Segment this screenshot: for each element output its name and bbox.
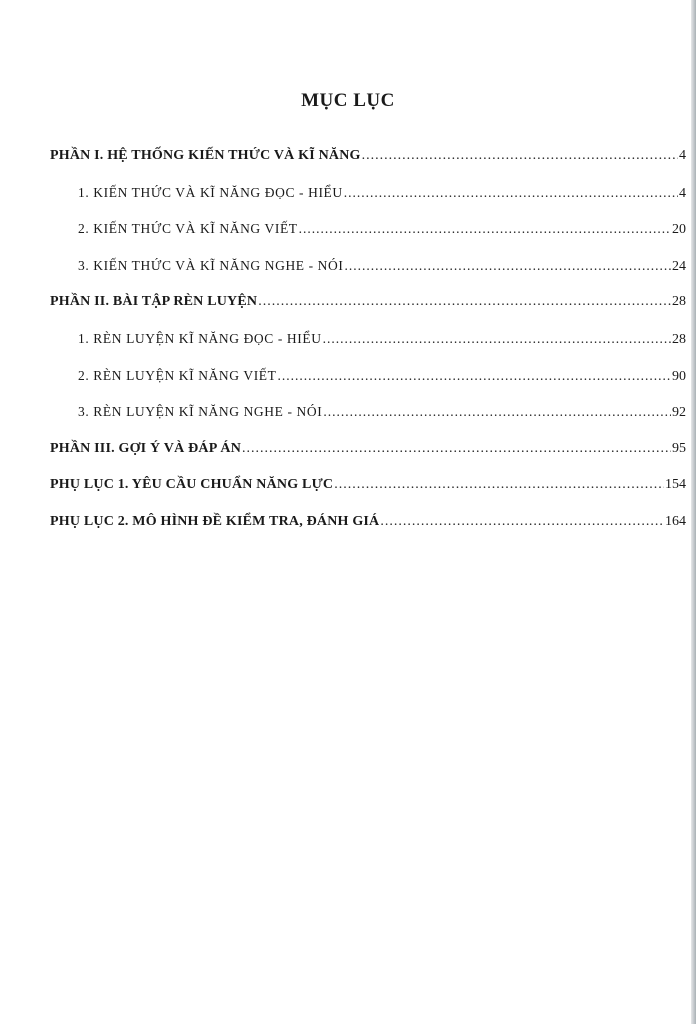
toc-entry-part-2	[50, 288, 686, 316]
toc-entry-label: PHẦN III. GỢI Ý VÀ ĐÁP ÁN	[50, 440, 242, 456]
toc-entry-part-1	[50, 142, 686, 170]
toc-entry-label: 2. RÈN LUYỆN KĨ NĂNG VIẾT	[78, 367, 277, 383]
toc-entry-label: PHẦN I. HỆ THỐNG KIẾN THỨC VÀ KĨ NĂNG	[50, 148, 361, 163]
dot-leader	[344, 252, 671, 280]
toc-entry-page: 4	[679, 148, 686, 163]
toc-entry-label: 3. RÈN LUYỆN KĨ NĂNG NGHE - NÓI	[78, 404, 323, 420]
toc-entry-page: 90	[672, 368, 686, 384]
toc-entry-page: 164	[665, 513, 686, 529]
toc-entry-1-2	[50, 215, 686, 243]
toc-entry-page: 24	[672, 258, 686, 274]
dot-leader	[242, 435, 671, 463]
toc-entry-page: 92	[672, 405, 686, 421]
toc-entry-2-3	[50, 398, 686, 426]
toc-entry-part-3	[50, 435, 686, 463]
dot-leader	[362, 142, 678, 170]
toc-entry-2-2	[50, 362, 686, 390]
dot-leader	[380, 508, 664, 536]
dot-leader	[323, 325, 671, 353]
dot-leader	[258, 288, 671, 316]
toc-entry-label: 1. KIẾN THỨC VÀ KĨ NĂNG ĐỌC - HIỂU	[78, 184, 343, 200]
toc-entry-label: PHỤ LỤC 1. YÊU CẦU CHUẨN NĂNG LỰC	[50, 477, 334, 493]
toc-entry-page: 4	[679, 185, 686, 201]
toc-entry-label: 1. RÈN LUYỆN KĨ NĂNG ĐỌC - HIỂU	[78, 330, 322, 346]
dot-leader	[277, 362, 671, 390]
page-edge-shadow	[691, 0, 696, 1024]
toc-entry-1-1	[50, 179, 686, 207]
table-of-contents	[50, 142, 686, 545]
toc-entry-label: PHẦN II. BÀI TẬP RÈN LUYỆN	[50, 294, 258, 310]
toc-entry-2-1	[50, 325, 686, 353]
toc-entry-page: 28	[672, 331, 686, 347]
dot-leader	[344, 179, 678, 207]
toc-entry-label: 2. KIẾN THỨC VÀ KĨ NĂNG VIẾT	[78, 221, 298, 237]
toc-entry-page: 20	[672, 222, 686, 238]
toc-entry-appendix-1	[50, 471, 686, 499]
toc-entry-appendix-2	[50, 508, 686, 536]
dot-leader	[323, 398, 671, 426]
dot-leader	[334, 471, 664, 499]
toc-entry-label: 3. KIẾN THỨC VÀ KĨ NĂNG NGHE - NÓI	[78, 257, 344, 273]
toc-entry-label: PHỤ LỤC 2. MÔ HÌNH ĐỀ KIỂM TRA, ĐÁNH GIÁ	[50, 513, 380, 529]
toc-entry-1-3	[50, 252, 686, 280]
toc-entry-page: 154	[665, 477, 686, 493]
toc-entry-page: 95	[672, 440, 686, 456]
dot-leader	[299, 215, 671, 243]
page-title: MỤC LỤC	[301, 90, 395, 111]
toc-entry-page: 28	[672, 294, 686, 310]
